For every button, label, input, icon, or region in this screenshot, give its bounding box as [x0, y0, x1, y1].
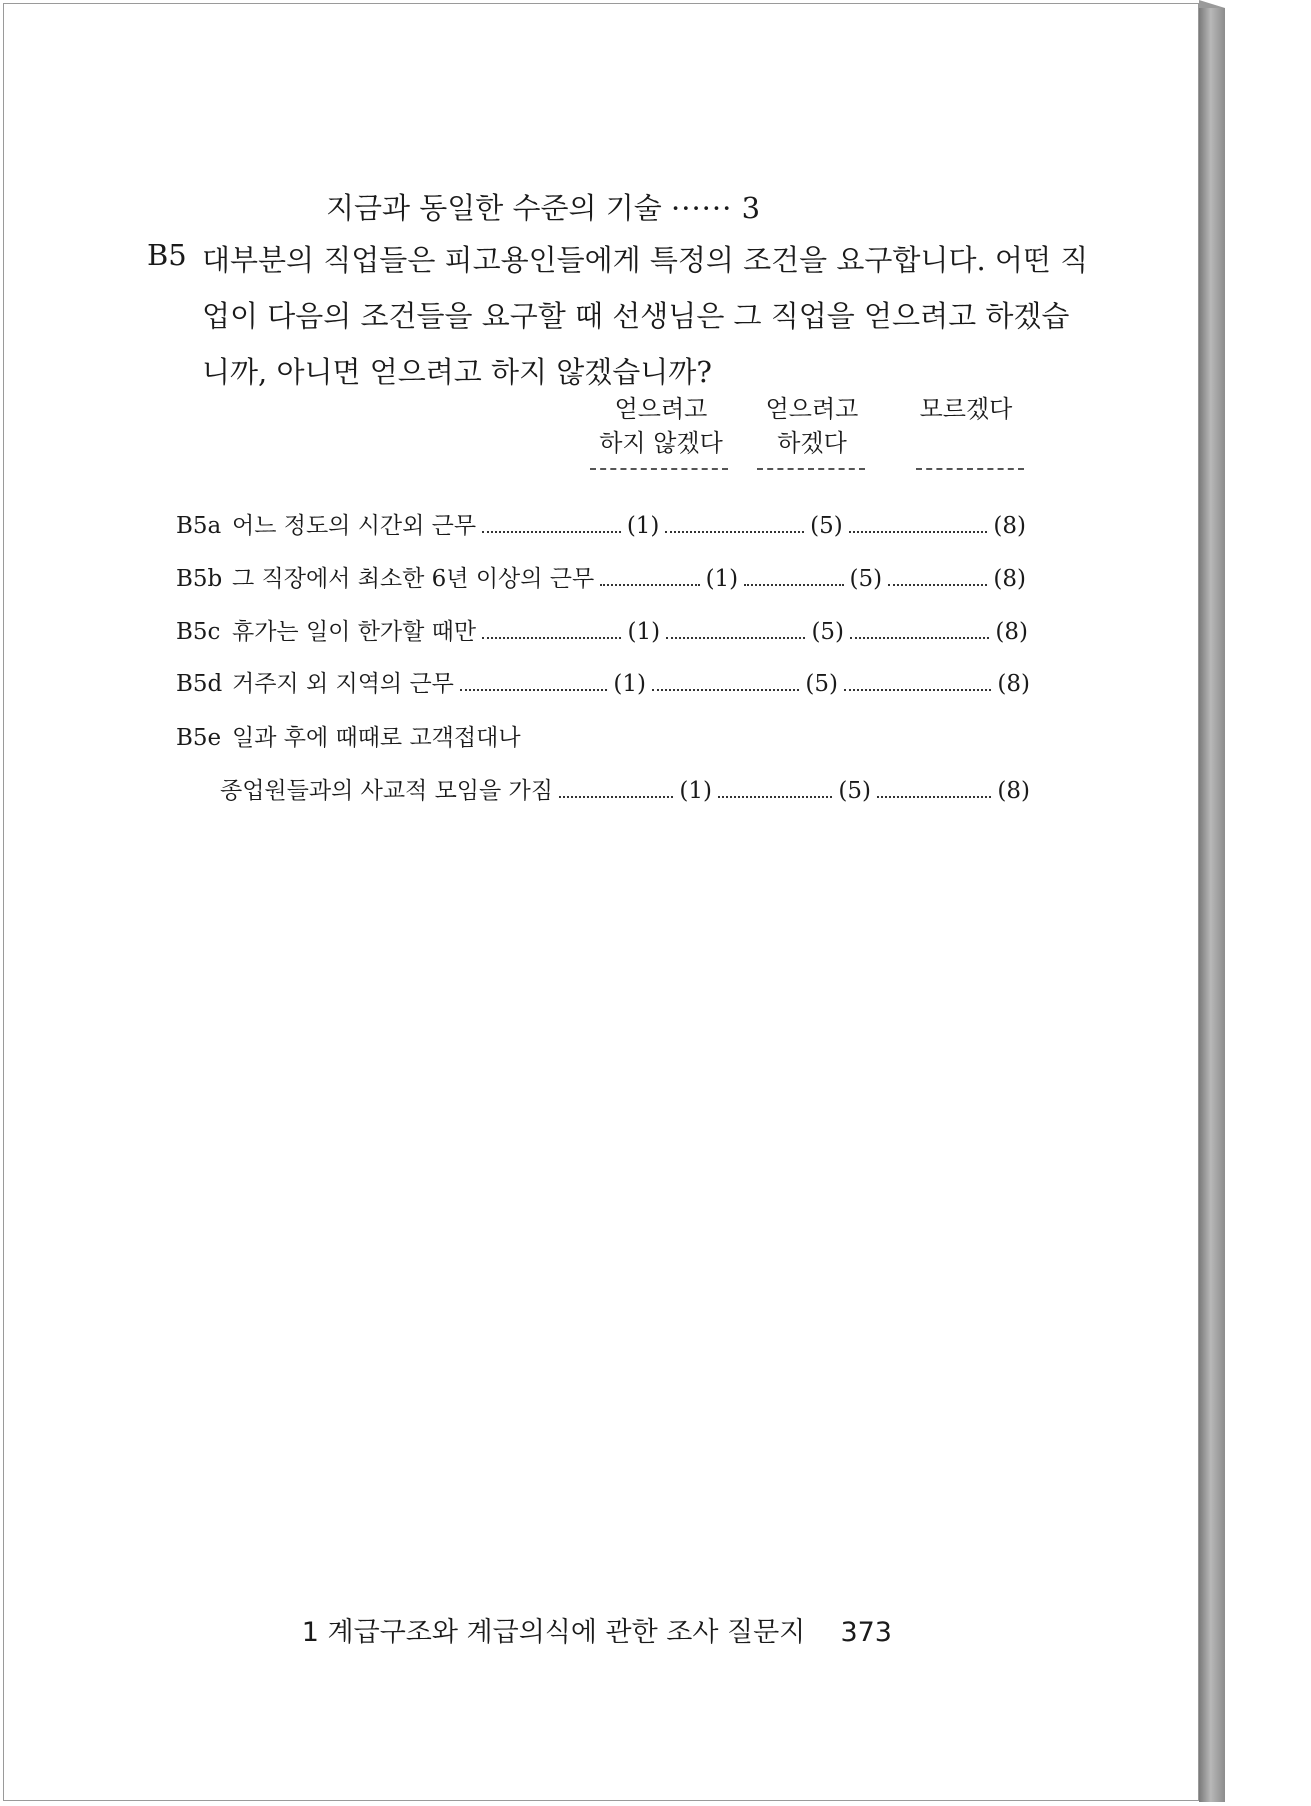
leader-dots — [744, 584, 843, 586]
column-rule — [590, 468, 728, 470]
question-code: B5 — [147, 238, 187, 272]
item-text: 그 직장에서 최소한 6년 이상의 근무 — [232, 566, 595, 592]
item-row-b5a — [176, 507, 1026, 539]
column-rule — [757, 468, 865, 470]
column-header-line1: 얻으려고 — [765, 395, 859, 423]
leader-dots — [850, 637, 989, 639]
leader-dots — [482, 637, 621, 639]
option-seek: (5) — [810, 513, 843, 539]
column-header-line2: 하지 않겠다 — [599, 429, 723, 457]
page-number: 373 — [840, 1617, 892, 1648]
question-line-1: 대부분의 직업들은 피고용인들에게 특정의 조건을 요구합니다. 어떤 직 — [202, 243, 1089, 277]
leader-dots — [718, 796, 832, 798]
leader-dots — [600, 584, 699, 586]
option-not-seek: (1) — [627, 619, 661, 645]
leader-dots — [652, 689, 799, 691]
item-row-b5d — [176, 665, 1030, 697]
prior-option-leader: ······ — [671, 191, 733, 225]
question-line-2: 업이 다음의 조건들을 요구할 때 선생님은 그 직업을 얻으려고 하겠습 — [202, 299, 1070, 333]
leader-dots — [665, 531, 804, 533]
column-header-line1: 얻으려고 — [614, 395, 708, 423]
item-row-b5e — [220, 772, 1030, 804]
option-seek: (5) — [838, 778, 871, 804]
option-seek: (5) — [805, 671, 838, 697]
leader-dots — [559, 796, 673, 798]
item-code: B5b — [176, 566, 223, 592]
item-text-continued: 종업원들과의 사교적 모임을 가짐 — [220, 778, 553, 804]
prior-option-line — [326, 186, 760, 227]
book-page — [3, 3, 1199, 1801]
page-edge-shadow — [1199, 0, 1225, 8]
item-code: B5e — [176, 725, 222, 751]
column-header-dont-know — [906, 392, 1026, 426]
question-line-3: 니까, 아니면 얻으려고 하지 않겠습니까? — [202, 355, 712, 389]
leader-dots — [877, 796, 991, 798]
item-text: 어느 정도의 시간외 근무 — [232, 513, 477, 539]
leader-dots — [844, 689, 991, 691]
column-header-line2: 모르겠다 — [919, 395, 1013, 423]
item-row-b5e-first-line — [176, 719, 1026, 751]
item-row-b5b — [176, 560, 1026, 592]
column-header-not-seek — [586, 392, 736, 460]
leader-dots — [666, 637, 805, 639]
prior-option-value: 3 — [741, 191, 761, 225]
option-not-seek: (1) — [613, 671, 646, 697]
option-dont-know: (8) — [995, 619, 1028, 645]
item-row-b5c — [176, 613, 1028, 645]
item-code: B5a — [176, 513, 222, 539]
running-footer — [302, 1610, 892, 1649]
item-text: 거주지 외 지역의 근무 — [232, 671, 454, 697]
option-not-seek: (1) — [626, 513, 660, 539]
item-code: B5c — [176, 619, 221, 645]
option-not-seek: (1) — [679, 778, 712, 804]
option-dont-know: (8) — [997, 671, 1030, 697]
option-dont-know: (8) — [997, 778, 1030, 804]
option-dont-know: (8) — [993, 566, 1027, 592]
prior-option-label: 지금과 동일한 수준의 기술 — [326, 191, 662, 225]
option-seek: (5) — [849, 566, 883, 592]
column-header-seek — [752, 392, 872, 460]
option-dont-know: (8) — [993, 513, 1027, 539]
option-seek: (5) — [811, 619, 845, 645]
item-text: 일과 후에 때때로 고객접대나 — [232, 725, 521, 751]
option-not-seek: (1) — [705, 566, 739, 592]
leader-dots — [460, 689, 607, 691]
item-text: 휴가는 일이 한가할 때만 — [232, 619, 477, 645]
page-edge-shadow — [1199, 8, 1225, 1802]
item-code: B5d — [176, 671, 223, 697]
column-rule — [916, 468, 1024, 470]
leader-dots — [888, 584, 987, 586]
leader-dots — [849, 531, 988, 533]
chapter-title: 1 계급구조와 계급의식에 관한 조사 질문지 — [301, 1617, 806, 1648]
column-header-line2: 하겠다 — [777, 429, 847, 457]
leader-dots — [482, 531, 621, 533]
